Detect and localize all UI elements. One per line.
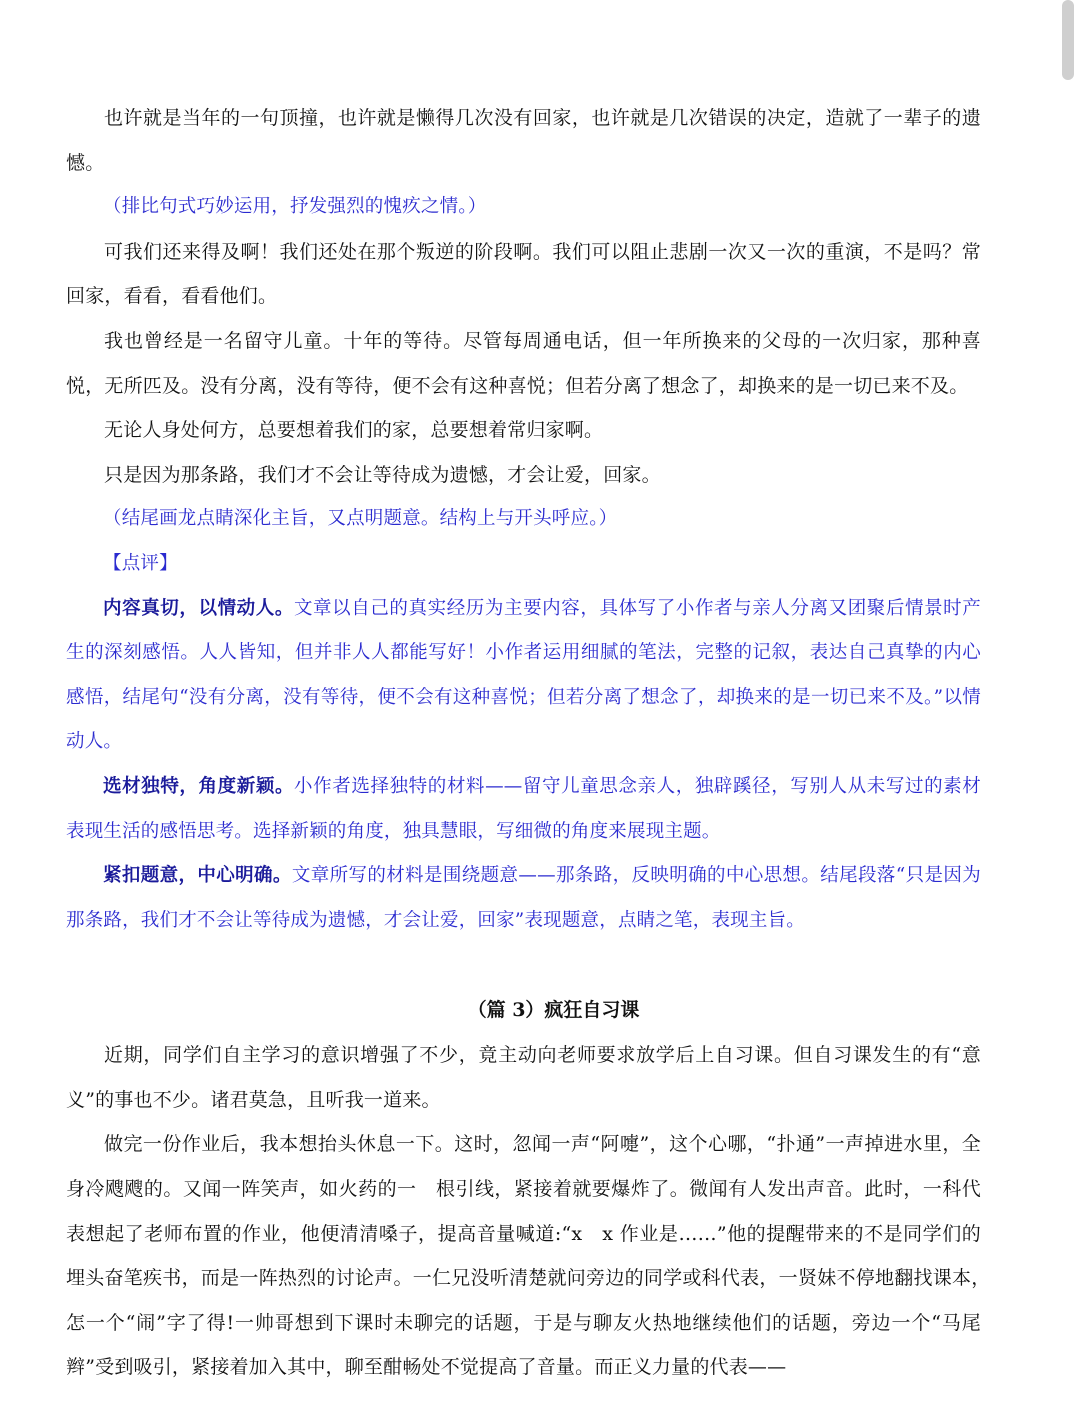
comment-item bbox=[66, 765, 981, 854]
comment-text: 文章所写的材料是围绕题意——那条路，反映明确的中心思想。结尾段落“只是因为那条路，我们才不会让等待成为遗憾，才会让爱，回家”表现题意，点睛之笔，表现主旨。 bbox=[66, 865, 981, 931]
paragraph: 近期，同学们自主学习的意识增强了不少，竟主动向老师要求放学后上自习课。但自习课发生的有“意义”的事也不少。诸君莫急，且听我一道来。 bbox=[66, 1044, 981, 1111]
document-page bbox=[66, 96, 1001, 1390]
spacer bbox=[66, 943, 981, 987]
paragraph: 也许就是当年的一句顶撞，也许就是懒得几次没有回家，也许就是几次错误的决定，造就了一辈子的遗憾。 bbox=[66, 107, 981, 174]
paragraph: 无论人身处何方，总要想着我们的家，总要想着常归家啊。 bbox=[104, 419, 604, 442]
comment-lead: 紧扣题意，中心明确。 bbox=[103, 865, 292, 887]
annotation: （结尾画龙点睛深化主旨，又点明题意。结构上与开头呼应。） bbox=[103, 508, 618, 530]
comment-item bbox=[66, 587, 981, 765]
comment-lead: 选材独特，角度新颖。 bbox=[103, 775, 295, 797]
annotation: （排比句式巧妙运用，抒发强烈的愧疚之情。） bbox=[103, 196, 487, 218]
essay-title: （篇 3）疯狂自习课 bbox=[467, 999, 640, 1022]
paragraph: 可我们还来得及啊！我们还处在那个叛逆的阶段啊。我们可以阻止悲剧一次又一次的重演，不是吗？常回家，看看，看看他们。 bbox=[66, 240, 981, 308]
paragraph: 只是因为那条路，我们才不会让等待成为遗憾，才会让爱，回家。 bbox=[104, 463, 661, 486]
comment-text: 文章以自己的真实经历为主要内容，具体写了小作者与亲人分离又团聚后情景时产生的深刻感悟。人人皆知，但并非人人都能写好！小作者运用细腻的笔法，完整的记叙，表达自己真挚的内心感悟，结尾句“没有分离，没有等待，便不会有这种喜悦；但若分离了想念了，却换来的是一切已来不及。”以情动人。 bbox=[66, 597, 981, 753]
comment-text: 小作者选择独特的材料——留守儿童思念亲人，独辟蹊径，写别人从未写过的素材表现生活的感悟思考。选择新颖的角度，独具慧眼，写细微的角度来展现主题。 bbox=[66, 775, 981, 842]
comment-lead: 内容真切，以情动人。 bbox=[103, 597, 294, 619]
comment-item bbox=[66, 854, 981, 943]
scrollbar[interactable] bbox=[1062, 0, 1074, 80]
comment-heading: 【点评】 bbox=[103, 552, 178, 574]
paragraph: 做完一份作业后，我本想抬头休息一下。这时，忽闻一声“阿嚏”，这个心哪，“扑通”一声掉进水里，全身冷飕飕的。又闻一阵笑声，如火药的一 根引线，紧接着就要爆炸了。微闻有人发出声音。此时，一科代表想起了老师布置的作业，他便清清嗓子，提高音量喊道:“x x 作业是……”他的提醒带来的不是同学们的埋头奋笔疾书，而是一阵热烈的讨论声。一仁兄没听清楚就问旁边的同学或科代表，一贤妹不停地翻找课本， 怎一个“闹”字了得!一帅哥想到下课时未聊完的话题，于是与聊友火热地继续他们的话题，旁边一个“马尾辫”受到吸引，紧接着加入其中，聊至酣畅处不觉提高了音量。而正义力量的代表—— bbox=[66, 1133, 1001, 1379]
paragraph: 我也曾经是一名留守儿童。十年的等待。尽管每周通电话，但一年所换来的父母的一次归家，那种喜悦，无所匹及。没有分离，没有等待，便不会有这种喜悦；但若分离了想念了，却换来的是一切已来不及。 bbox=[66, 329, 981, 397]
